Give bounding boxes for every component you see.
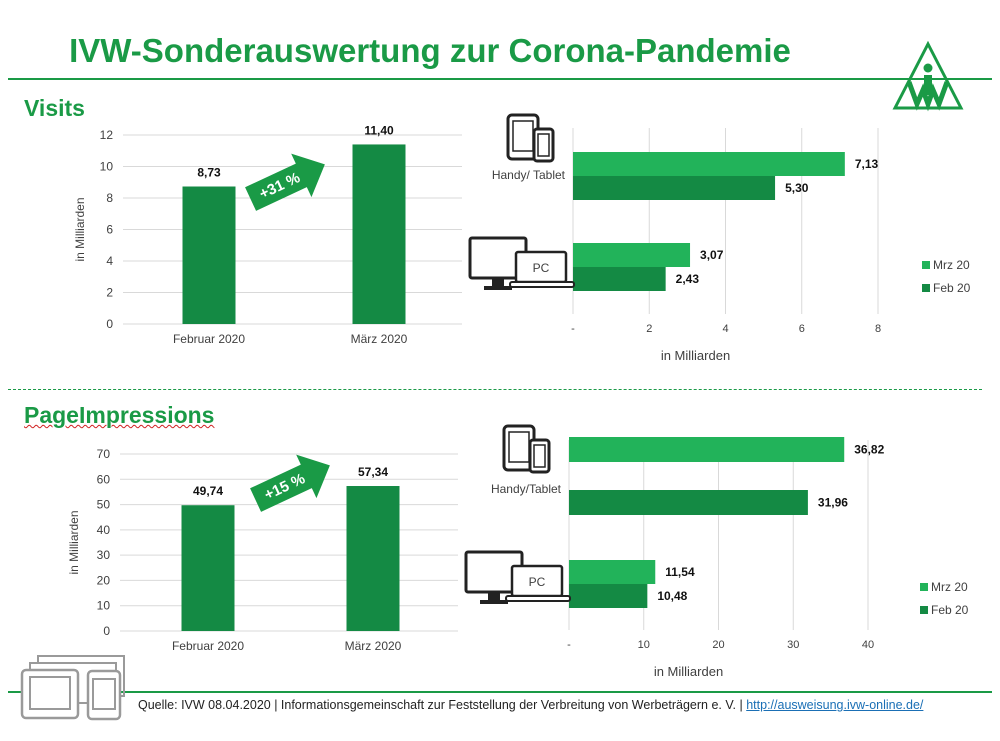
x-tick-label: März 2020 [344, 639, 402, 653]
y-tick-label: 10 [99, 159, 113, 174]
laptop-base-icon [510, 282, 574, 287]
x-tick-label: 8 [874, 323, 882, 335]
bar-value-label: 10,48 [657, 589, 688, 603]
bar [347, 486, 400, 631]
legend-swatch [922, 284, 930, 292]
bar-value-label: 7,13 [854, 157, 879, 171]
devices-icon [20, 655, 130, 721]
growth-label: +31 % [256, 169, 303, 203]
bar-value-label: 31,96 [817, 495, 848, 510]
x-tick-label: - [571, 323, 575, 335]
laptop-base-icon [506, 596, 570, 601]
bar-mrz [569, 560, 655, 584]
visits-heading: Visits [24, 95, 85, 121]
bar-value-label: 8,73 [197, 165, 221, 180]
y-tick-label: 4 [106, 254, 113, 268]
x-tick-label: 20 [712, 639, 725, 651]
pc-label: PC [528, 575, 546, 589]
bar [182, 505, 235, 631]
x-tick-label: 2 [646, 323, 653, 335]
y-tick-label: 2 [106, 285, 113, 300]
y-axis-label: in Milliarden [73, 197, 87, 262]
bar-value-label: 3,07 [700, 248, 724, 262]
legend-swatch [920, 606, 928, 614]
x-tick-label: 30 [787, 639, 800, 651]
bar-feb [573, 267, 666, 291]
bar-value-label: 5,30 [785, 181, 809, 195]
x-tick-label: 4 [722, 323, 729, 335]
footer-link[interactable]: http://ausweisung.ivw-online.de/ [746, 698, 924, 712]
x-tick-label: 10 [637, 639, 650, 651]
y-axis-label: in Milliarden [67, 510, 81, 575]
bar-value-label: 49,74 [192, 484, 224, 499]
y-tick-label: 20 [96, 573, 110, 588]
monitor-base-icon [484, 286, 512, 290]
y-tick-label: 12 [99, 128, 113, 142]
bar-feb [569, 490, 808, 515]
footer-source-text: Quelle: IVW 08.04.2020 | Informationsgemeinschaft zur Feststellung der Verbreitung von Werbeträgern e. V. | [138, 698, 747, 712]
bar-value-label: 2,43 [675, 272, 700, 286]
x-tick-label: 40 [861, 639, 875, 651]
growth-arrow [240, 143, 335, 221]
page-title: IVW-Sonderauswertung zur Corona-Pandemie [69, 32, 791, 69]
x-tick-label: - [567, 639, 571, 651]
bar-value-label: 36,82 [854, 442, 885, 457]
bar-mrz [573, 152, 845, 176]
legend-swatch [920, 583, 928, 591]
bar-feb [573, 176, 775, 200]
x-tick-label: März 2020 [350, 332, 408, 346]
monitor-stand-icon [488, 592, 500, 600]
bar-mrz [569, 437, 844, 462]
legend-label: Feb 20 [931, 603, 969, 617]
y-tick-label: 6 [106, 222, 113, 237]
legend-label: Feb 20 [933, 281, 971, 295]
bar-feb [569, 584, 647, 608]
y-tick-label: 30 [96, 548, 110, 563]
y-tick-label: 0 [103, 624, 110, 638]
legend-label: Mrz 20 [931, 580, 968, 594]
y-tick-label: 50 [96, 497, 110, 512]
pc-label: PC [532, 261, 550, 275]
bar [183, 187, 236, 324]
monitor-base-icon [480, 600, 508, 604]
y-tick-label: 0 [106, 317, 113, 331]
y-tick-label: 40 [96, 522, 110, 537]
y-tick-label: 70 [96, 447, 110, 461]
growth-arrow [245, 444, 340, 522]
y-tick-label: 10 [96, 598, 110, 613]
monitor-stand-icon [492, 278, 504, 286]
y-tick-label: 60 [96, 472, 110, 487]
bar-value-label: 11,54 [665, 565, 695, 579]
footer-source [138, 698, 923, 712]
bar-value-label: 11,40 [364, 123, 394, 138]
bar [353, 144, 406, 324]
category-label: Handy/ Tablet [491, 168, 565, 182]
pageimpressions-heading-text: PageImpressions [24, 402, 215, 428]
growth-label: +15 % [261, 470, 308, 504]
x-axis-label: in Milliarden [660, 348, 731, 363]
y-tick-label: 8 [106, 191, 113, 205]
bar-mrz [573, 243, 690, 267]
x-tick-label: Februar 2020 [172, 332, 246, 346]
legend-label: Mrz 20 [933, 258, 970, 272]
x-tick-label: 6 [798, 323, 805, 335]
bar-value-label: 57,34 [357, 465, 389, 480]
category-label: Handy/Tablet [490, 482, 561, 496]
x-axis-label: in Milliarden [653, 664, 724, 679]
x-tick-label: Februar 2020 [171, 639, 245, 653]
legend-swatch [922, 261, 930, 269]
